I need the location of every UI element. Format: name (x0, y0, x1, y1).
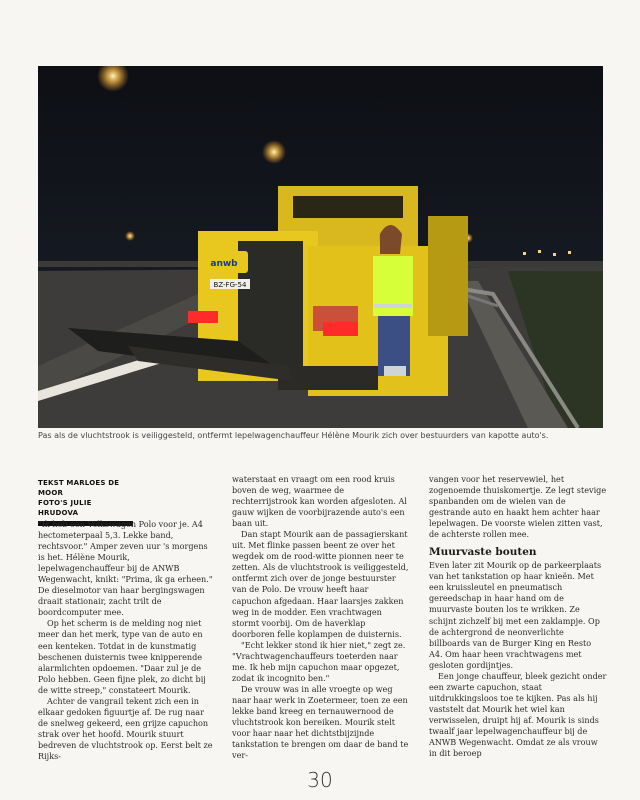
article-column-2 (232, 474, 410, 761)
paragraph: "Ik heb een Volkswagen Polo voor je. A4 hectometerpaal 5,3. Lekke band, rechtsvoor." Amper zeven uur 's morgens is het. Hélène Mourik, lepelwagenchauffeur bij de ANWB Wegenwacht, knikt: "Prima, ik ga erheen." De dieselmotor van haar bergingswagen draait stationair, zacht trilt de boordcomputer mee. (38, 519, 213, 618)
photo-caption: Pas als de vluchtstrook is veiliggesteld, ontfermt lepelwagenchauffeur Hélène Mourik zich over bestuurders van kapotte auto's. (38, 431, 549, 440)
paragraph: Een jonge chauffeur, bleek gezicht onder een zwarte capuchon, staat uitdrukkingsloos toe te kijken. Pas als hij vaststelt dat Mourik het wiel kan verwisselen, druipt hij af. Mourik is sinds twaalf jaar lepelwagenchauffeur bij de ANWB Wegenwacht. Omdat ze als vrouw in dit beroep (429, 670, 607, 759)
street-lamp (97, 66, 129, 92)
article-column-1 (38, 519, 216, 762)
paragraph: vangen voor het reservewiel, het zogenoemde thuiskomertje. Ze legt stevige spanbanden om de wielen van de gestrande auto en haakt hem achter haar lepelwagen. De voorste wielen zitten vast, de achterste rollen mee. (429, 474, 607, 540)
paragraph: waterstaat en vraagt om een rood kruis boven de weg, waarmee de rechterrijstrook kan worden afgesloten. Al gauw wijken de voorbijrazende auto's een baan uit. (232, 474, 407, 529)
street-lamp (262, 140, 286, 164)
subheading: Muurvaste bouten (429, 546, 537, 559)
svg-text:anwb: anwb (210, 259, 238, 269)
article-column-3 (429, 474, 607, 759)
paragraph: "Echt lekker stond ik hier niet," zegt ze. "Vrachtwagenchauffeurs toeterden naar me. Ik heb mijn capuchon maar opgezet, zodat ik incognito ben." (232, 639, 406, 683)
article-photo (38, 66, 603, 428)
paragraph: Even later zit Mourik op de parkeerplaats van het tankstation op haar knieën. Met een kruissleutel en pneumatisch gereedschap in haar hand om de muurvaste bouten los te wrikken. Ze schijnt zichzelf bij met een zaklampje. Op de achtergrond de neonverlichte billboards van de Burger King en Resto A4. Om haar heen vrachtwagens met gesloten gordijntjes. (429, 560, 602, 670)
byline-text: TEKST MARLOES DE MOOR (38, 479, 120, 497)
paragraph: De vrouw was in alle vroegte op weg naar haar werk in Zoetermeer, toen ze een lekke band kreeg en ternauwernood de vluchtstrook kon bereiken. Mourik stelt voor haar naar het dichtstbijzijnde tankstation te brengen om daar de band te ver- (232, 683, 409, 761)
paragraph: Dan stapt Mourik aan de passagierskant uit. Met flinke passen beent ze over het wegdek om de rood-witte pionnen neer te zetten. Als de vluchtstrook is veiliggesteld, ontfermt zich over de jonge bestuurster van de Polo. De vrouw heeft haar capuchon afgedaan. Haar laarsjes zakken weg in de modder. Een vrachtwagen stormt voorbij. Om de haverklap doorboren felle koplampen de duisternis. (232, 529, 409, 639)
byline-photo: FOTO'S JULIE HRUDOVA (38, 499, 92, 517)
paragraph: Op het scherm is de melding nog niet meer dan het merk, type van de auto en een kenteken. Totdat in de kunstmatig beschenen duisternis twee knipperende alarmlichten opdoemen. "Daar zul je de Polo hebben. Geen fijne plek, zo dicht bij de witte streep," constateert Mourik. (38, 618, 206, 695)
paragraph: Achter de vangrail tekent zich een in elkaar gedoken figuurtje af. De rug naar de snelweg gekeerd, een grijze capuchon strak over het hoofd. Mourik stuurt bedreven de vluchtstrook op. Eerst belt ze Rijks- (38, 695, 213, 761)
svg-text:BZ-FG-54: BZ-FG-54 (213, 281, 247, 289)
page-number: 30 (307, 768, 333, 792)
tow-truck-night-photo (38, 66, 603, 428)
